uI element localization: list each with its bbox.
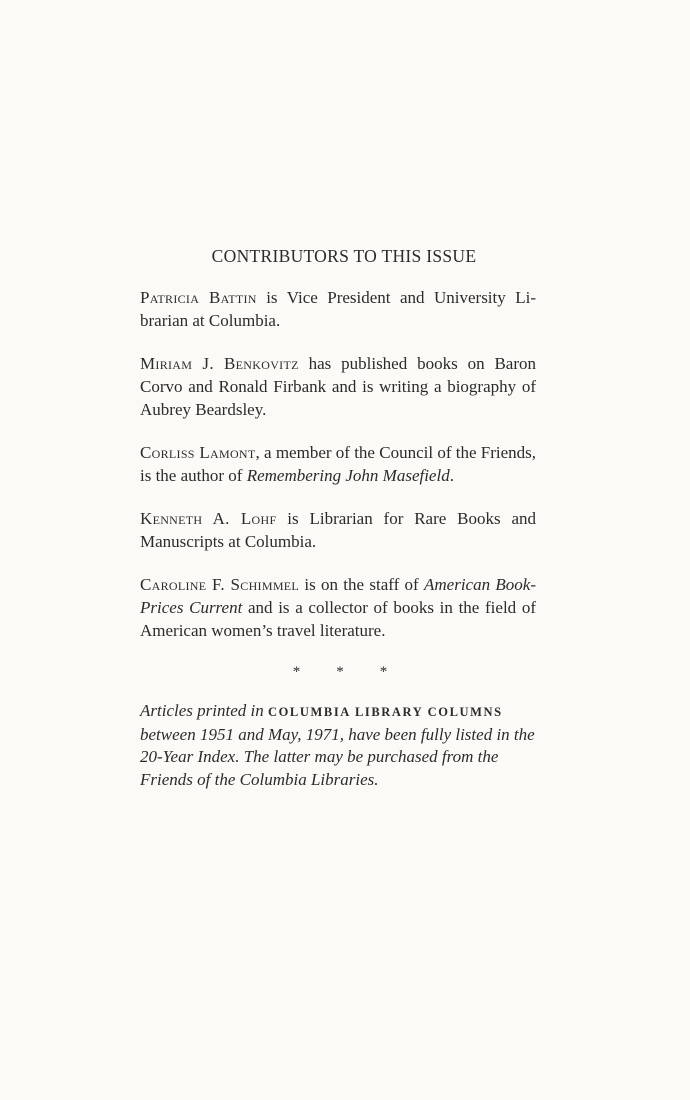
separator-star: *	[336, 664, 344, 680]
book-title: Remembering John Masefield	[246, 466, 450, 485]
page-title: CONTRIBUTORS TO THIS ISSUE	[211, 246, 477, 266]
journal-name: COLUMBIA LIBRARY COLUMNS	[267, 705, 503, 719]
note-text-start: Articles printed in	[140, 701, 268, 720]
contributor-description: is on the staff of	[299, 575, 425, 594]
index-note	[140, 700, 536, 791]
contributor-name: Kenneth A. Lohf	[140, 509, 277, 528]
publication-title: American Book-Prices Current	[140, 575, 536, 617]
section-separator	[140, 662, 536, 682]
separator-star: *	[292, 664, 301, 680]
contributor-entry	[140, 573, 536, 642]
contributor-description: , a member of the Council of the Friends, is the author of	[140, 443, 537, 485]
contributor-entry	[140, 352, 536, 421]
contributor-description: is Vice President and University Li-brarian at Columbia.	[140, 288, 536, 330]
contributor-entry	[140, 507, 536, 553]
note-text-end: between 1951 and May, 1971, have been fully listed in the 20-Year Index. The latter may be purchased from the Friends of the Columbia Libraries.	[140, 724, 535, 789]
contributors-column	[140, 242, 536, 791]
contributor-description-end: and is a collector of books in the field of American women’s travel literature.	[140, 598, 536, 640]
contributor-entry	[140, 286, 536, 332]
contributor-description-end: .	[449, 466, 454, 485]
contributor-description: is Librarian for Rare Books and Manuscripts at Columbia.	[140, 509, 536, 551]
contributor-name: Caroline F. Schimmel	[140, 575, 300, 594]
contributor-name: Patricia Battin	[140, 288, 257, 307]
contributor-name: Corliss Lamont	[140, 443, 256, 462]
separator-star: *	[379, 664, 388, 680]
contributor-description: has published books on Baron Corvo and Ronald Firbank and is writing a biography of Aubrey Beardsley.	[140, 354, 536, 419]
contributor-name: Miriam J. Benkovitz	[140, 354, 299, 373]
contributor-entry	[140, 441, 536, 487]
